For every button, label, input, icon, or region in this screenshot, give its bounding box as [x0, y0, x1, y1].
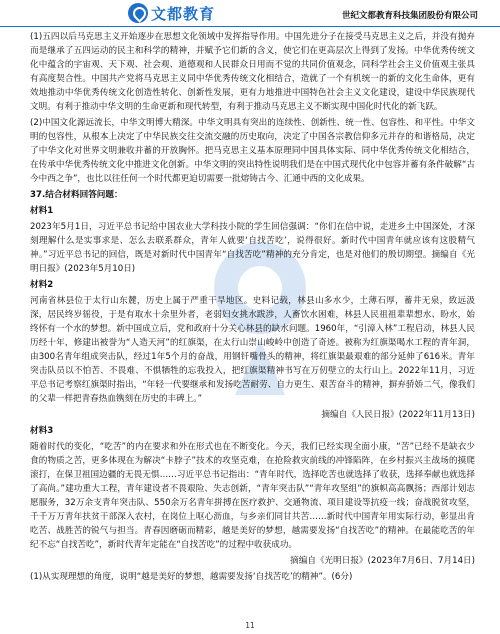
page-number: 11 — [245, 621, 255, 630]
logo-text: 文都教育 — [151, 4, 216, 23]
logo-mark-icon — [128, 3, 148, 23]
brand-logo — [128, 3, 215, 23]
page-header — [0, 0, 500, 27]
answer-paragraph-2: (2)中国文化源远流长，中华文明博大精深。中华文明具有突出的连续性、创新性、统一性、包容性、和平性。中华文明的包容性，从根本上决定了中华民族交往交流交融的历史取向，决定了中国各宗教信仰多元并存的和谐格局，决定了中华文化对世界文明兼收并蓄的开放胸怀。把马克思主义基本原理同中国具体实际、同中华优秀传统文化相结合，在传承中华优秀传统文化中推进文化创新。中华文明的突出特性说明我们是在中国式现代化中包容并蓄有条件破解“古今中西之争”，也比以往任何一个时代都更迫切需要一批熔铸古今、汇通中西的文化成果。 — [30, 118, 475, 184]
document-body — [30, 30, 475, 586]
material-3-source: 摘编自《光明日报》(2023年7月6日、7月14日) — [290, 556, 475, 566]
company-name: 世纪文都教育科技集团股份有限公司 — [341, 11, 478, 21]
material-2-heading: 材料2 — [30, 280, 54, 290]
material-1-text: 2023年5月1日，习近平总书记给中国农业大学科技小院的学生回信强调：“你们在信中说，走进乡土中国深处，才深刻理解什么是实事求是、怎么去联系群众，青年人就要‘自找苦吃’，说得很好。新时代中国青年就应该有这股精气神。”习近平总书记的回信，既是对新时代中国青年“自找苦吃”精神的充分肯定，也是对他们的殷切期望。摘编自《光明日报》(2023年5月10日) — [30, 222, 475, 274]
material-2-text: 河南省林县位于太行山东麓，历史上属于严重干旱地区。史料记载，林县山多水少，土薄石厚，蓄井无泉，致远汲深，居民终岁徭役，于是有取水十余里外者，老弱妇女挑水跋涉，人畜饮水困难，林县人民祖祖辈辈想水、盼水，始终怀有一个水的梦想。新中国成立后，党和政府十分关心林县的缺水问题。1960年，“引漳入林”工程启动，林县人民历经十年，修建出被誉为“人造天河”的红旗渠，在太行山崇山峻岭中创造了奇迹。被称为红旗渠喝水工程的青年洞，由300名青年组成突击队，经过1年5个月的奋战，用钢钎嘴骨头的精神，将红旗渠最艰难的部分延伸了616米。青年突击队员以不怕苦、不畏难、不惧牺牲的忘我投入，把红旗渠精神书写在万仞壁立的太行山上。2022年11月，习近平总书记考察红旗渠时指出，“年轻一代要继承和发扬吃苦耐劳、自力更生、艰苦奋斗的精神，摒弃骄娇二气，像我们的父辈一样把青春热血镌刻在历史的丰碑上。” — [30, 296, 475, 404]
material-2-source: 摘编自《人民日报》(2022年11月13日) — [321, 410, 475, 420]
material-3-heading: 材料3 — [30, 426, 54, 436]
answer-paragraph-1: (1)五四以后马克思主义开始逐步在思想文化领域中发挥指导作用。中国先进分子在接受马克思主义之后，并没有抛弃而是继承了五四运动的民主和科学的精神，并赋予它们新的含义，使它们在更高层次上得到了发扬。中华优秀传统文化中蕴含的宇宙观、天下观、社会观、道德观和人民群众日用而不觉的共同价值观念，同科学社会主义价值观主张具有高度契合性。中国共产党将马克思主义同中华优秀传统文化相结合，造就了一个有机统一的新的文化生命体，更有效地推动中华优秀传统文化创造性转化、创新性发展，更有力地推进中国特色社会主义文化建设，建设中华民族现代文明。有利于推动中华文明的生命更新和现代转型，有利于推动马克思主义不断实现中国化时代化的新飞跃。 — [30, 32, 475, 112]
question-37-heading: 37.结合材料回答问题： — [30, 190, 123, 200]
material-1-heading: 材料1 — [30, 206, 54, 216]
material-3-text: 随着时代的变化，“吃苦”的内在要求和外在形式也在不断变化。今天，我们已经实现全面小康，“苦”已经不是缺衣少食的物质之苦，更多体现在为解决“卡脖子”技术的攻坚克难，在抢险救灾前线的冲锋陷阵，在乡村振兴主战场的摸爬滚打，在保卫祖国边疆的无畏无惧……习近平总书记指出：“青年时代，选择吃苦也就选择了收获，选择奉献也就选择了高尚。”建功重大工程，青年建设者不畏艰险、失志创新，“青年突击队”“青年攻坚组”的旗帜高高飘扬；西部计划志愿服务，32万余支青年突击队、550余万名青年拼搏在医疗救护、交通物流、项目建设等抗疫一线；奋战脱贫攻坚，千千万万青年扶贫干部深入农村，在岗位上呕心沥血，与乡亲们同甘共苦……新时代中国青年用实际行动，彰显出肯吃苦、战胜苦的锐气与担当。青春因磨砺而精彩，越是美好的梦想，越需要发扬“自找苦吃”的精神。在最能吃苦的年纪不忘“自找苦吃”，新时代青年定能在“自找苦吃”的过程中收获成功。 — [30, 442, 475, 550]
question-1-prompt: (1)从实现理想的角度，说明“越是美好的梦想，越需要发扬‘自找苦吃’的精神”。(6分) — [30, 572, 353, 582]
